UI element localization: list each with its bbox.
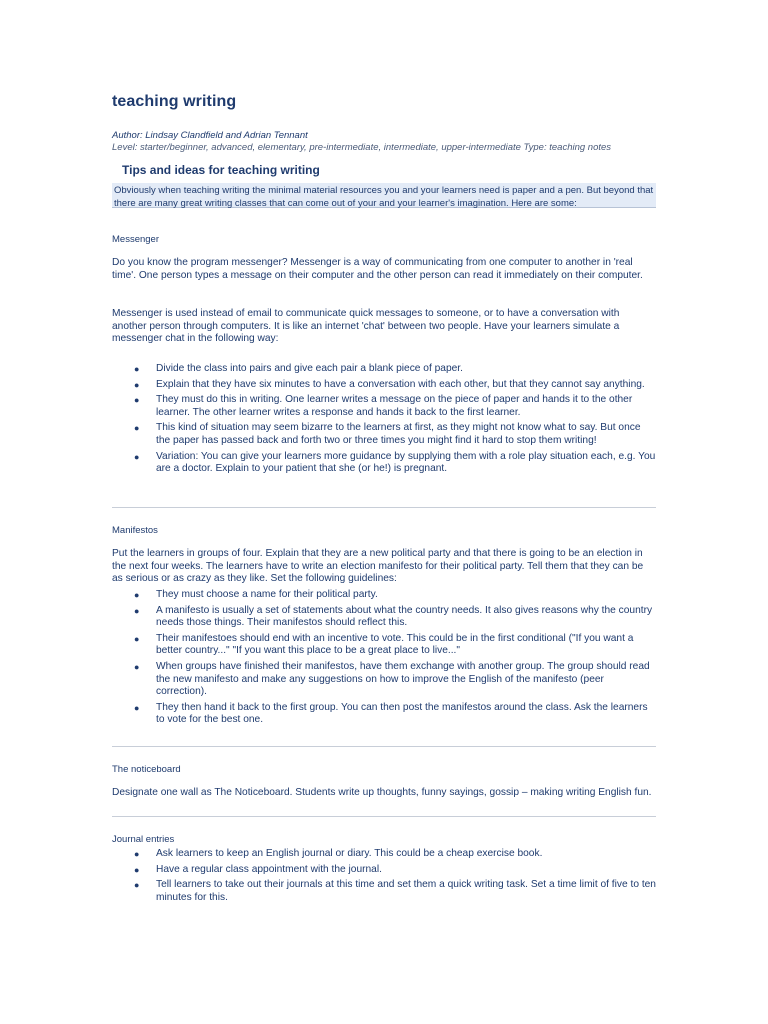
- manifestos-heading: Manifestos: [112, 525, 158, 536]
- noticeboard-paragraph-1: Designate one wall as The Noticeboard. Students write up thoughts, funny sayings, gossip – making writing English fun.: [112, 787, 652, 798]
- page-title: teaching writing: [112, 93, 237, 110]
- list-item: ● This kind of situation may seem bizarre to the learners at first, as they might not know what to say. But once the paper has passed back and forth two or three times you might find it hard to stop them writing!: [134, 422, 641, 446]
- bullet-icon: ●: [134, 661, 140, 672]
- messenger-paragraph-1: Do you know the program messenger? Messenger is a way of communicating from one computer to another in 'real time'. One person types a message on their computer and the other person can read it immediately on their computer.: [112, 257, 643, 281]
- list-item: ● Divide the class into pairs and give each pair a blank piece of paper.: [134, 363, 463, 374]
- manifestos-list: [112, 589, 656, 730]
- section-subtitle: Tips and ideas for teaching writing: [122, 163, 320, 177]
- bullet-icon: ●: [134, 849, 140, 859]
- bullet-icon: ●: [134, 702, 140, 713]
- list-item: ● Explain that they have six minutes to have a conversation with each other, but that they cannot say anything.: [134, 378, 645, 390]
- list-item: ● Have a regular class appointment with the journal.: [134, 863, 382, 875]
- bullet-icon: ●: [134, 451, 140, 462]
- list-item: ● A manifesto is usually a set of statements about what the country needs. It also gives reasons why the country needs those things. Their manifestos should reflect this.: [134, 604, 653, 629]
- intro-box: Obviously when teaching writing the minimal material resources you and your learners need is paper and a pen. But beyond that there are many great writing classes that can come out of your and your learner's imagination. Here are some:: [112, 183, 656, 208]
- messenger-paragraph-2: Messenger is used instead of email to communicate quick messages to someone, or to have a conversation with another person through computers. It is like an internet 'chat' between two people. Have your learners simulate a messenger chat in the following way:: [112, 308, 620, 345]
- bullet-icon: ●: [134, 590, 140, 600]
- divider: [112, 816, 656, 817]
- list-item: ● Ask learners to keep an English journal or diary. This could be a cheap exercise book.: [134, 848, 543, 859]
- divider: [112, 507, 656, 508]
- bullet-icon: ●: [134, 423, 140, 434]
- list-item: ● They must do this in writing. One learner writes a message on the piece of paper and hands it to the other learner. The other learner writes a response and hands it back to the first learner.: [134, 394, 633, 418]
- journal-heading: Journal entries: [112, 834, 175, 845]
- bullet-icon: ●: [134, 605, 140, 616]
- list-item: ● They must choose a name for their political party.: [134, 589, 378, 600]
- list-item: ● Their manifestoes should end with an incentive to vote. This could be in the first conditional ("If you want a better country..." "If you want this place to be a great place to live...": [134, 632, 634, 657]
- messenger-heading: Messenger: [112, 234, 159, 245]
- list-item: ● When groups have finished their manifestos, have them exchange with another group. The group should read the new manifesto and make any suggestions on how to improve the English of the manifesto (peer correction).: [134, 660, 650, 698]
- bullet-icon: ●: [134, 395, 140, 406]
- bullet-icon: ●: [134, 864, 140, 875]
- bullet-icon: ●: [134, 379, 140, 390]
- bullet-icon: ●: [134, 364, 140, 374]
- list-item: ● Tell learners to take out their journals at this time and set them a quick writing task. Set a time limit of five to ten minutes for this.: [134, 879, 656, 903]
- journal-list: [112, 848, 656, 907]
- level-line: Level: starter/beginner, advanced, elementary, pre-intermediate, intermediate, upper-intermediate Type: teaching notes: [112, 142, 612, 153]
- manifestos-paragraph-1: Put the learners in groups of four. Explain that they are a new political party and that there is going to be an election in the next four weeks. The learners have to write an election manifesto for their political party. Tell them that they can be as serious or as crazy as they like. Set the following guidelines:: [112, 548, 644, 585]
- bullet-icon: ●: [134, 880, 140, 891]
- author-line: Author: Lindsay Clandfield and Adrian Tennant: [112, 130, 308, 141]
- divider: [112, 746, 656, 747]
- list-item: ● Variation: You can give your learners more guidance by supplying them with a role play situation each, e.g. You are a doctor. Explain to your patient that she (or he!) is pregnant.: [134, 450, 656, 475]
- list-item: ● They then hand it back to the first group. You can then post the manifestos around the class. Ask the learners to vote for the best one.: [134, 701, 648, 726]
- noticeboard-heading: The noticeboard: [112, 764, 181, 775]
- bullet-icon: ●: [134, 633, 140, 644]
- messenger-list: [112, 363, 656, 479]
